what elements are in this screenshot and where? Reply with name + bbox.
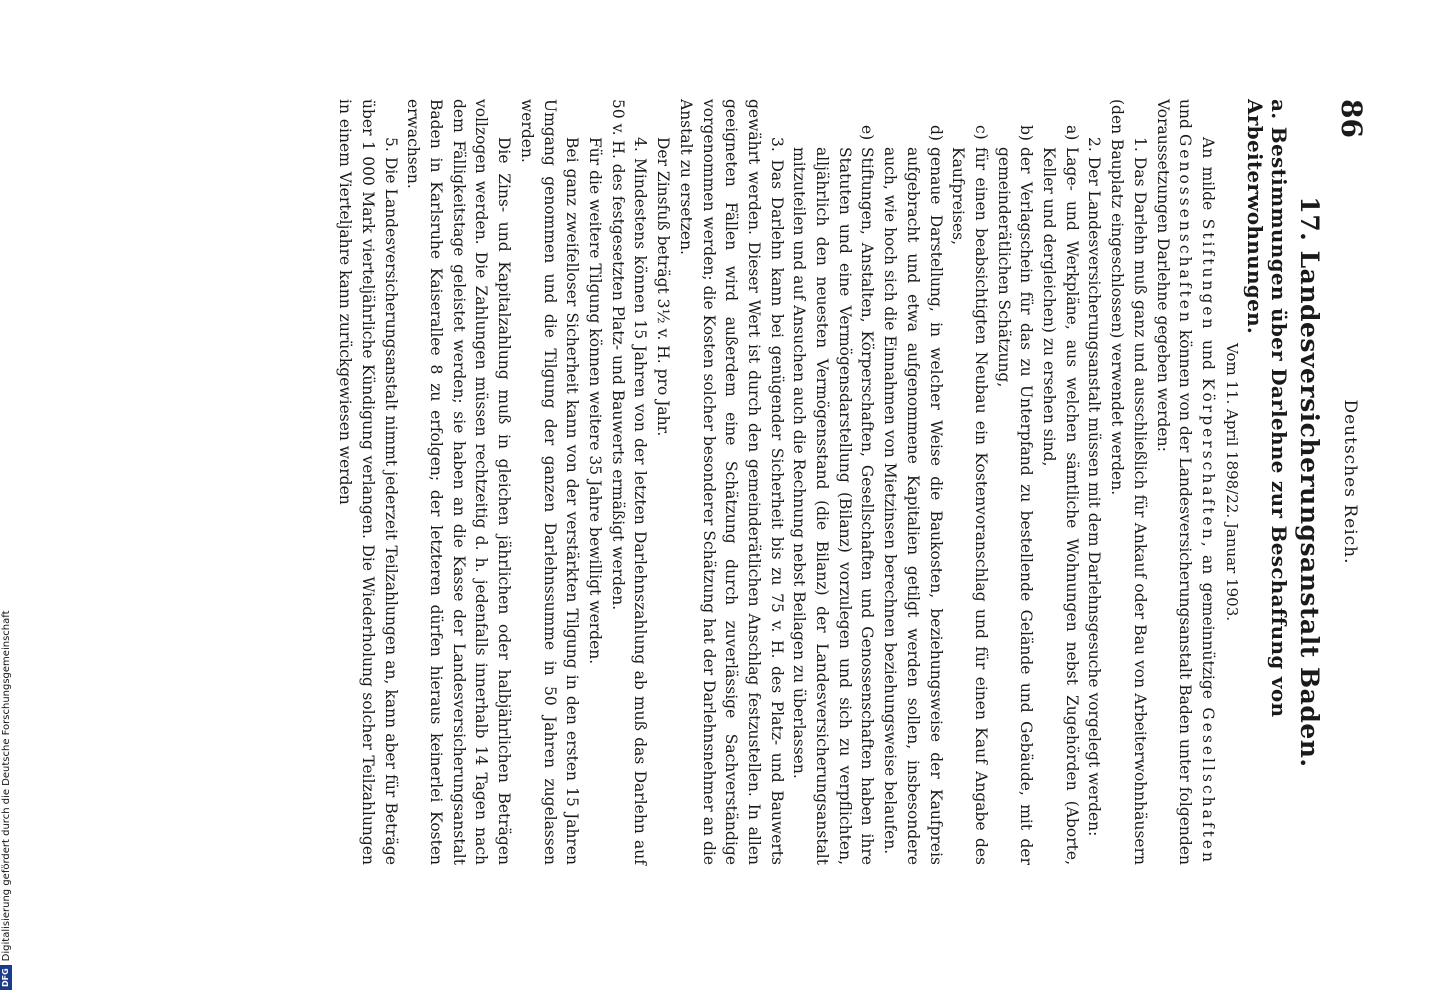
dfg-logo: DFG xyxy=(0,965,12,990)
list-item: c)für einen beabsichtigten Neubau ein Kostenvoranschlag und für einen Kauf Angabe des Kaufpreises, xyxy=(949,125,990,865)
paragraph-4d: Die Zins- und Kapitalzahlung muß in gleichen jährlichen oder halbjährlichen Beträgen vollzogen werden. Die Zahlungen müssen rechtzeitig d. h. jedenfalls innerhalb 14 Tagen nach dem Fälligkeitstage geleistet werden; sie haben an die Kasse der Landesversicherungsanstalt Baden in Karlsruhe Kaiserallee 8 zu erfolgen; der letzteren dürfen hieraus keinerlei Kosten erwachsen. xyxy=(404,99,514,865)
paragraph-2: 2. Der Landesversicherungsanstalt müssen mit dem Darlehnsgesuche vorgelegt werden: xyxy=(1085,137,1104,837)
list-item: d)genaue Darstellung, in welcher Weise die Baukosten, beziehungsweise der Kaufpreis aufgebracht und etwa aufgenommene Kapitalien getilgt werden sollen, insbesondere auch, wie hoch sich die Einnahmen von Mietzinsen berechnen beziehungsweise belaufen. xyxy=(881,125,945,865)
scanned-page xyxy=(100,85,1370,875)
intro-paragraph: An milde Stiftungen und Körperschaften, an gemeinnützige Gesellschaften und Genossenschaften können von der Landesversicherungsanstalt Baden unter folgenden Voraussetzungen Darlehne gegeben werden: xyxy=(1153,99,1217,865)
list-item: e)Stiftungen, Anstalten, Körperschaften, Gesellschaften und Genossenschaften haben ihre Statuten und eine Vermögensdarstellung (Bilanz) vorzulegen und sich zu verpflichten, alljährlich den neuesten Vermögensstand (die Bilanz) der Landesversicherungsanstalt mitzuteilen und auf Ansuchen auch die Rechnung nebst Beilagen zu überlassen. xyxy=(790,125,877,865)
interest-rate-line: Der Zinsfuß beträgt 3½ v. H. pro Jahr. xyxy=(654,137,673,437)
digitization-note xyxy=(0,0,14,1000)
paragraph-3: 3. Das Darlehn kann bei genügender Sicherheit bis zu 75 v. H. des Platz- und Bauwerts gewährt werden. Dieser Wert ist durch den gemeinderätlichen Anschlag festzustellen. In allen geeigneten Fällen wird außerdem eine Schätzung durch zuverlässige Sachverständige vorgenommen werden; die Kosten solcher besonderer Schätzung hat der Darlehnsnehmer an die Anstalt zu ersetzen. xyxy=(676,99,786,865)
paragraph-5: 5. Die Landesversicherungsanstalt nimmt jederzeit Teilzahlungen an, kann aber für Beträge über 1 000 Mark vierteljährliche Kündigung verlangen. Die Wiederholung solcher Teilzahlungen in einem Vierteljahre kann zurückgewiesen werden xyxy=(336,99,400,865)
digitization-note-text: Digitalisierung gefördert durch die Deutsche Forschungsgemeinschaft xyxy=(1,610,12,962)
date-line: Vom 11. April 1898/22. Januar 1903. xyxy=(1223,342,1241,622)
page-number: 86 xyxy=(1335,99,1368,138)
list-item: a)Lage- und Werkpläne, aus welchen sämtliche Wohnungen nebst Zugehörden (Aborte, Keller und dergleichen) zu ersehen sind, xyxy=(1040,125,1081,865)
subsection-title: a. Bestimmungen über Darlehne zur Beschaffung von Arbeiterwohnungen. xyxy=(1243,99,1291,718)
paragraph-4b: Für die weitere Tilgung können weitere 35 Jahre bewilligt werden. xyxy=(586,137,605,665)
paragraph-4: 4. Mindestens können 15 Jahren von der letzten Darlehnszahlung ab muß das Darlehn auf 50 v. H. des festgesetzten Platz- und Bauwerts ermäßigt werden. xyxy=(608,99,650,865)
section-title: 17. Landesversicherungsanstalt Baden. xyxy=(1295,196,1324,768)
paragraph-4c: Bei ganz zweifelloser Sicherheit kann von der verstärkten Tilgung in den ersten 15 Jahren Umgang genommen und die Tilgung der ganzen Darlehnssumme in 50 Jahren zugelassen werden. xyxy=(517,99,582,865)
list-item: b)der Verlagschein für das zu Unterpfand zu bestellende Gelände und Gebäude, mit der gemeinderätlichen Schätzung, xyxy=(994,125,1036,865)
page-header xyxy=(1332,99,1368,865)
running-head: Deutsches Reich. xyxy=(1340,399,1360,565)
paragraph-1: 1. Das Darlehn muß ganz und ausschließlich für Ankauf oder Bau von Arbeiterwohnhäusern (den Bauplatz eingeschlossen) verwendet werden. xyxy=(1108,99,1149,865)
